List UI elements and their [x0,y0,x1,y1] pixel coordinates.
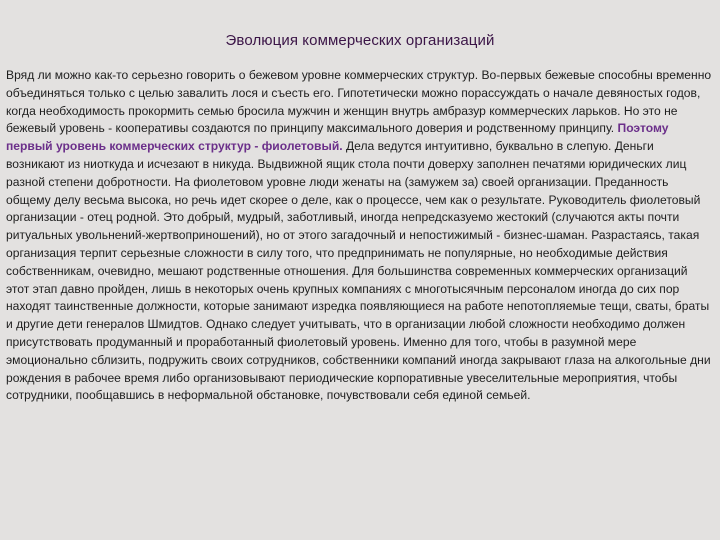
highlighted-statement: Поэтому первый уровень коммерческих структур - фиолетовый. [6,121,669,154]
slide-body-text [6,67,714,405]
body-text-before: Вряд ли можно как-то серьезно говорить о бежевом уровне коммерческих структур. Во-первых бежевые способны временно объединяться только с целью завалить лося и съесть его. Гипотетически можно порассуждать о начале девяностых годов, когда необходимость прокормить семью бросила мужчин и женщин внутрь амбразур коммерческих ларьков. Но это не бежевый уровень - кооперативы создаются по принципу максимального доверия и родственному принципу. [6,68,712,136]
body-text-after: Дела ведутся интуитивно, буквально в слепую. Деньги возникают из ниоткуда и исчезают в никуда. Выдвижной ящик стола почти доверху заполнен печатями юридических лиц разной степени добротности. На фиолетовом уровне люди женаты на (замужем за) своей организации. Преданность общему делу весьма высока, но речь идет скорее о деле, как о процессе, чем как о результате. Руководитель фиолетовый организации - отец родной. Это добрый, мудрый, заботливый, иногда непредсказуемо жестокий (случаются акты почти ритуальных увольнений-жертвоприношений), но от этого загадочный и непостижимый - бизнес-шаман. Разрастаясь, такая организация терпит серьезные сложности в силу того, что предпринимать не популярные, но необходимые действия собственникам, очевидно, мешают родственные отношения. Для большинства современных коммерческих организаций этот этап давно пройден, лишь в некоторых очень крупных компаниях с многотысячным персоналом иногда до сих пор находят таинственные должности, которые занимают изредка появляющиеся на работе непотопляемые тещи, сваты, браты и другие дети генералов Шмидтов. Однако следует учитывать, что в организации любой сложности необходимо должен присутствовать продуманный и проработанный фиолетовый уровень. Именно для того, чтобы в разумной мере эмоционально сблизить, подружить своих сотрудников, собственники компаний иногда закрывают глаза на алкогольные дни рождения в рабочее время либо организовывают периодические корпоративные увеселительные мероприятия, чтобы сотрудники, пообщавшись в неформальной обстановке, почувствовали себя единой семьей. [6,139,711,403]
slide-title: Эволюция коммерческих организаций [225,32,495,49]
